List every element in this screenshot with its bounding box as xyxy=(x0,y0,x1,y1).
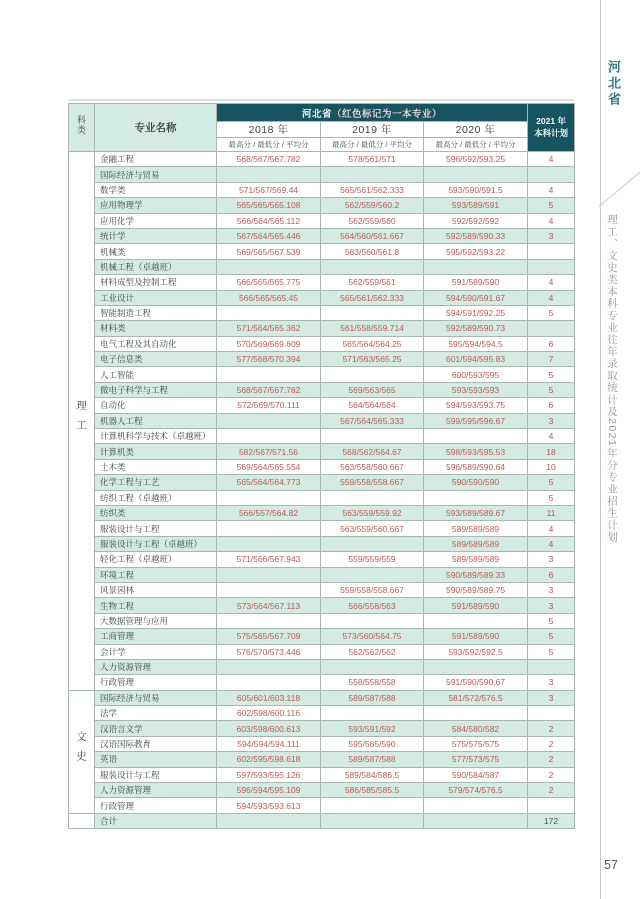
major-name: 会计学 xyxy=(95,644,217,659)
score-2020: 595/594/594.5 xyxy=(424,336,528,351)
score-2019: 565/564/564.25 xyxy=(321,336,424,351)
plan-2021: 4 xyxy=(528,536,575,551)
score-2019: 565/561/562.333 xyxy=(321,290,424,305)
score-2019: 586/585/585.5 xyxy=(321,783,424,798)
table-row xyxy=(69,598,575,613)
category-cell xyxy=(69,690,95,813)
table-row xyxy=(69,213,575,228)
total-plan: 172 xyxy=(528,813,575,828)
score-2018: 575/565/567.709 xyxy=(217,629,321,644)
table-row xyxy=(69,305,575,320)
table-row xyxy=(69,398,575,413)
score-2018: 602/595/598.618 xyxy=(217,752,321,767)
score-2019: 566/558/563 xyxy=(321,598,424,613)
major-name: 数学类 xyxy=(95,182,217,197)
score-2020: 596/592/593.25 xyxy=(424,152,528,167)
table-row xyxy=(69,198,575,213)
score-2019 xyxy=(321,490,424,505)
admission-table xyxy=(68,103,575,829)
score-2019: 562/559/560.2 xyxy=(321,198,424,213)
score-2019: 589/587/588 xyxy=(321,690,424,705)
major-name: 行政管理 xyxy=(95,675,217,690)
major-name: 电气工程及其自动化 xyxy=(95,336,217,351)
table-row xyxy=(69,552,575,567)
table-row xyxy=(69,798,575,813)
plan-2021: 10 xyxy=(528,459,575,474)
table-top-shadow xyxy=(68,99,574,101)
score-2019 xyxy=(321,536,424,551)
score-2018: 569/565/567.539 xyxy=(217,244,321,259)
table-row xyxy=(69,459,575,474)
table-row xyxy=(69,536,575,551)
plan-2021: 2 xyxy=(528,736,575,751)
major-name: 机械类 xyxy=(95,244,217,259)
score-2018: 566/557/564.82 xyxy=(217,505,321,520)
table-row xyxy=(69,244,575,259)
score-2018: 582/567/571.56 xyxy=(217,444,321,459)
score-2020: 591/590/590.67 xyxy=(424,675,528,690)
plan-2021 xyxy=(528,167,575,182)
plan-2021: 18 xyxy=(528,444,575,459)
score-2018 xyxy=(217,613,321,628)
plan-2021: 5 xyxy=(528,613,575,628)
major-name: 风景园林 xyxy=(95,582,217,597)
score-2019 xyxy=(321,798,424,813)
header-major: 专业名称 xyxy=(95,104,217,152)
score-2020: 584/580/582 xyxy=(424,721,528,736)
score-2018: 594/593/593.613 xyxy=(217,798,321,813)
table-row xyxy=(69,429,575,444)
plan-2021: 3 xyxy=(528,598,575,613)
score-2020: 598/593/595.53 xyxy=(424,444,528,459)
table-row xyxy=(69,413,575,428)
plan-2021 xyxy=(528,659,575,674)
plan-2021: 3 xyxy=(528,552,575,567)
major-name: 工业设计 xyxy=(95,290,217,305)
table-header xyxy=(69,104,575,152)
plan-2021: 4 xyxy=(528,275,575,290)
score-2018: 594/594/594.111 xyxy=(217,736,321,751)
score-2019: 562/559/561 xyxy=(321,275,424,290)
score-2019: 563/559/559.92 xyxy=(321,505,424,520)
score-2018: 576/570/573.446 xyxy=(217,644,321,659)
total-row xyxy=(69,813,575,828)
score-2018 xyxy=(217,167,321,182)
score-2019 xyxy=(321,567,424,582)
total-2019 xyxy=(321,813,424,828)
score-2019: 569/563/565 xyxy=(321,382,424,397)
page-number: 57 xyxy=(604,858,618,872)
admission-table-wrapper xyxy=(68,103,574,829)
score-2020: 590/589/589.75 xyxy=(424,582,528,597)
score-2018 xyxy=(217,659,321,674)
score-2020: 577/573/575 xyxy=(424,752,528,767)
plan-2021 xyxy=(528,259,575,274)
score-2020: 589/589/589 xyxy=(424,521,528,536)
score-2020 xyxy=(424,429,528,444)
score-2018: 568/567/567.782 xyxy=(217,382,321,397)
header-plan-2021 xyxy=(528,104,575,152)
score-2019: 559/558/558.667 xyxy=(321,475,424,490)
plan-2021: 2 xyxy=(528,721,575,736)
table-row xyxy=(69,321,575,336)
header-legend-2019: 最高分 / 最低分 / 平均分 xyxy=(321,138,424,152)
score-2020: 591/589/590 xyxy=(424,275,528,290)
sidebar-caption: 理工、文史类本科专业往年录取统计及2021年分专业招生计划 xyxy=(606,214,618,544)
score-2020: 592/589/590.73 xyxy=(424,321,528,336)
banner-note: （红色标记为一本专业） xyxy=(332,108,443,120)
score-2018 xyxy=(217,259,321,274)
major-name: 国际经济与贸易 xyxy=(95,167,217,182)
plan-2021: 5 xyxy=(528,490,575,505)
major-name: 服装设计与工程 xyxy=(95,521,217,536)
score-2018: 569/564/565.554 xyxy=(217,459,321,474)
major-name: 计算机科学与技术（卓越班） xyxy=(95,429,217,444)
score-2019 xyxy=(321,259,424,274)
score-2020: 589/589/589 xyxy=(424,552,528,567)
major-name: 微电子科学与工程 xyxy=(95,382,217,397)
major-name: 人工智能 xyxy=(95,367,217,382)
score-2018 xyxy=(217,429,321,444)
major-name: 法学 xyxy=(95,706,217,721)
table-row xyxy=(69,752,575,767)
major-name: 计算机类 xyxy=(95,444,217,459)
major-name: 行政管理 xyxy=(95,798,217,813)
table-row xyxy=(69,613,575,628)
score-2020: 593/593/593 xyxy=(424,382,528,397)
plan-2021 xyxy=(528,244,575,259)
score-2020 xyxy=(424,167,528,182)
table-row xyxy=(69,736,575,751)
plan-2021: 3 xyxy=(528,582,575,597)
plan-2021 xyxy=(528,706,575,721)
score-2020: 591/589/590 xyxy=(424,598,528,613)
major-name: 汉语国际教育 xyxy=(95,736,217,751)
major-name: 统计学 xyxy=(95,228,217,243)
score-2018: 566/565/565.775 xyxy=(217,275,321,290)
score-2018 xyxy=(217,490,321,505)
score-2019: 571/563/565.25 xyxy=(321,352,424,367)
major-name: 环境工程 xyxy=(95,567,217,582)
score-2019 xyxy=(321,706,424,721)
score-2019 xyxy=(321,659,424,674)
score-2018: 596/594/595.109 xyxy=(217,783,321,798)
score-2020 xyxy=(424,490,528,505)
score-2018 xyxy=(217,567,321,582)
score-2019: 559/559/559 xyxy=(321,552,424,567)
plan-2021: 5 xyxy=(528,382,575,397)
score-2019: 562/562/562 xyxy=(321,644,424,659)
plan-2021: 5 xyxy=(528,198,575,213)
score-2020: 591/589/590 xyxy=(424,629,528,644)
score-2020: 593/589/589.67 xyxy=(424,505,528,520)
score-2019: 578/561/571 xyxy=(321,152,424,167)
plan-2021 xyxy=(528,321,575,336)
table-row xyxy=(69,582,575,597)
score-2019: 559/558/558.667 xyxy=(321,582,424,597)
table-row xyxy=(69,629,575,644)
table-row xyxy=(69,382,575,397)
score-2019: 563/559/560.667 xyxy=(321,521,424,536)
score-2020 xyxy=(424,798,528,813)
plan-2021: 2 xyxy=(528,783,575,798)
score-2019: 558/558/558 xyxy=(321,675,424,690)
score-2018: 602/598/600.116 xyxy=(217,706,321,721)
score-2018: 571/564/565.362 xyxy=(217,321,321,336)
score-2020: 575/575/575 xyxy=(424,736,528,751)
plan-2021: 6 xyxy=(528,336,575,351)
plan-2021: 4 xyxy=(528,152,575,167)
score-2020: 599/595/596.67 xyxy=(424,413,528,428)
score-2020: 590/589/589.33 xyxy=(424,567,528,582)
total-label: 合计 xyxy=(95,813,217,828)
score-2020: 590/590/590 xyxy=(424,475,528,490)
category-label: 文史 xyxy=(75,731,87,771)
score-2019: 561/558/559.714 xyxy=(321,321,424,336)
table-row xyxy=(69,675,575,690)
table-row xyxy=(69,475,575,490)
score-2018: 565/565/565.108 xyxy=(217,198,321,213)
major-name: 自动化 xyxy=(95,398,217,413)
score-2019 xyxy=(321,613,424,628)
major-name: 智能制造工程 xyxy=(95,305,217,320)
table-row xyxy=(69,659,575,674)
total-2020 xyxy=(424,813,528,828)
table-row xyxy=(69,706,575,721)
score-2018 xyxy=(217,675,321,690)
score-2018: 577/568/570.394 xyxy=(217,352,321,367)
province-tab: 河北省 xyxy=(606,60,621,108)
score-2018: 597/593/595.126 xyxy=(217,767,321,782)
score-2020: 581/572/576.5 xyxy=(424,690,528,705)
table-row xyxy=(69,783,575,798)
table-row xyxy=(69,721,575,736)
table-row xyxy=(69,690,575,705)
plan-2021: 3 xyxy=(528,690,575,705)
score-2019: 593/591/592 xyxy=(321,721,424,736)
score-2020: 594/590/591.67 xyxy=(424,290,528,305)
major-name: 应用化学 xyxy=(95,213,217,228)
score-2019: 567/564/565.333 xyxy=(321,413,424,428)
table-row xyxy=(69,767,575,782)
table-row xyxy=(69,259,575,274)
score-2018 xyxy=(217,413,321,428)
plan-2021: 2 xyxy=(528,767,575,782)
header-year-2019: 2019 年 xyxy=(321,122,424,138)
score-2018: 565/564/564.773 xyxy=(217,475,321,490)
score-2020: 579/574/576.5 xyxy=(424,783,528,798)
major-name: 国际经济与贸易 xyxy=(95,690,217,705)
plan-2021: 4 xyxy=(528,213,575,228)
major-name: 服装设计与工程（卓越班） xyxy=(95,536,217,551)
plan-2021: 4 xyxy=(528,182,575,197)
score-2020: 592/592/592 xyxy=(424,213,528,228)
total-2018 xyxy=(217,813,321,828)
plan-2021: 5 xyxy=(528,305,575,320)
major-name: 汉语言文学 xyxy=(95,721,217,736)
score-2018: 571/567/569.44 xyxy=(217,182,321,197)
score-2019: 563/558/560.667 xyxy=(321,459,424,474)
table-row xyxy=(69,228,575,243)
major-name: 英语 xyxy=(95,752,217,767)
table-row xyxy=(69,490,575,505)
table-row xyxy=(69,352,575,367)
total-category-cell xyxy=(69,813,95,828)
score-2020: 589/589/589 xyxy=(424,536,528,551)
score-2019 xyxy=(321,367,424,382)
major-name: 机械工程（卓越班） xyxy=(95,259,217,274)
score-2019: 589/584/586.5 xyxy=(321,767,424,782)
score-2018: 566/565/565.45 xyxy=(217,290,321,305)
score-2020: 594/591/592.25 xyxy=(424,305,528,320)
score-2019 xyxy=(321,429,424,444)
score-2018 xyxy=(217,582,321,597)
score-2019: 564/564/564 xyxy=(321,398,424,413)
score-2020 xyxy=(424,259,528,274)
table-row xyxy=(69,567,575,582)
plan-2021: 5 xyxy=(528,629,575,644)
major-name: 服装设计与工程 xyxy=(95,767,217,782)
table-row xyxy=(69,167,575,182)
table-row xyxy=(69,152,575,167)
plan-2021: 4 xyxy=(528,429,575,444)
score-2020: 593/590/591.5 xyxy=(424,182,528,197)
table-row xyxy=(69,182,575,197)
major-name: 材料类 xyxy=(95,321,217,336)
header-legend-2018: 最高分 / 最低分 / 平均分 xyxy=(217,138,321,152)
major-name: 应用物理学 xyxy=(95,198,217,213)
score-2019: 573/560/564.75 xyxy=(321,629,424,644)
plan-2021: 6 xyxy=(528,398,575,413)
major-name: 轻化工程（卓越班） xyxy=(95,552,217,567)
score-2019 xyxy=(321,167,424,182)
plan-2021: 11 xyxy=(528,505,575,520)
score-2018: 605/601/603.118 xyxy=(217,690,321,705)
table-row xyxy=(69,505,575,520)
score-2018 xyxy=(217,536,321,551)
plan-2021: 3 xyxy=(528,228,575,243)
plan-header-line1: 2021 年 xyxy=(536,116,566,127)
score-2019: 568/562/564.67 xyxy=(321,444,424,459)
score-2020 xyxy=(424,706,528,721)
score-2020: 590/584/587 xyxy=(424,767,528,782)
score-2018: 567/564/565.446 xyxy=(217,228,321,243)
score-2018 xyxy=(217,521,321,536)
score-2020 xyxy=(424,613,528,628)
sidebar-rule xyxy=(600,0,601,899)
score-2020: 594/593/593.75 xyxy=(424,398,528,413)
plan-2021: 3 xyxy=(528,413,575,428)
major-name: 大数据管理与应用 xyxy=(95,613,217,628)
score-2018: 570/569/569.609 xyxy=(217,336,321,351)
major-name: 纺织工程（卓越班） xyxy=(95,490,217,505)
plan-2021: 4 xyxy=(528,521,575,536)
score-2020: 592/589/590.33 xyxy=(424,228,528,243)
plan-2021 xyxy=(528,798,575,813)
header-legend-2020: 最高分 / 最低分 / 平均分 xyxy=(424,138,528,152)
category-label: 理工 xyxy=(75,400,87,440)
score-2019: 562/559/560 xyxy=(321,213,424,228)
score-2020: 593/589/591 xyxy=(424,198,528,213)
score-2018: 568/567/567.782 xyxy=(217,152,321,167)
score-2019: 565/561/562.333 xyxy=(321,182,424,197)
major-name: 电子信息类 xyxy=(95,352,217,367)
header-year-2018: 2018 年 xyxy=(217,122,321,138)
score-2018: 566/564/565.112 xyxy=(217,213,321,228)
table-row xyxy=(69,275,575,290)
banner-title: 河北省 xyxy=(302,108,333,120)
header-category-label: 科类 xyxy=(76,115,86,135)
category-cell xyxy=(69,152,95,691)
table-body xyxy=(69,152,575,829)
score-2019: 563/560/561.8 xyxy=(321,244,424,259)
major-name: 人力资源管理 xyxy=(95,783,217,798)
header-year-2020: 2020 年 xyxy=(424,122,528,138)
score-2018: 571/566/567.943 xyxy=(217,552,321,567)
plan-2021: 5 xyxy=(528,475,575,490)
score-2020: 601/594/595.83 xyxy=(424,352,528,367)
major-name: 金融工程 xyxy=(95,152,217,167)
score-2019: 595/585/590 xyxy=(321,736,424,751)
major-name: 材料成型及控制工程 xyxy=(95,275,217,290)
table-row xyxy=(69,444,575,459)
table-row xyxy=(69,290,575,305)
table-row xyxy=(69,644,575,659)
plan-2021: 2 xyxy=(528,752,575,767)
plan-2021: 6 xyxy=(528,567,575,582)
plan-2021: 5 xyxy=(528,644,575,659)
table-row xyxy=(69,521,575,536)
score-2020: 593/592/592.5 xyxy=(424,644,528,659)
major-name: 化学工程与工艺 xyxy=(95,475,217,490)
score-2019: 589/587/588 xyxy=(321,752,424,767)
sidebar-diagonal-line xyxy=(599,171,640,206)
score-2020: 596/589/590.64 xyxy=(424,459,528,474)
plan-2021: 4 xyxy=(528,290,575,305)
score-2018 xyxy=(217,367,321,382)
score-2020 xyxy=(424,659,528,674)
score-2020: 600/593/595 xyxy=(424,367,528,382)
major-name: 机器人工程 xyxy=(95,413,217,428)
major-name: 土木类 xyxy=(95,459,217,474)
score-2018: 603/598/600.613 xyxy=(217,721,321,736)
score-2018: 573/564/567.113 xyxy=(217,598,321,613)
major-name: 生物工程 xyxy=(95,598,217,613)
table-row xyxy=(69,367,575,382)
score-2018 xyxy=(217,305,321,320)
major-name: 人力资源管理 xyxy=(95,659,217,674)
major-name: 工商管理 xyxy=(95,629,217,644)
plan-2021: 3 xyxy=(528,675,575,690)
plan-2021: 5 xyxy=(528,367,575,382)
score-2019 xyxy=(321,305,424,320)
major-name: 纺织类 xyxy=(95,505,217,520)
table-row xyxy=(69,336,575,351)
plan-header-line2: 本科计划 xyxy=(534,127,569,138)
score-2020: 595/592/593.22 xyxy=(424,244,528,259)
score-2019: 564/560/561.667 xyxy=(321,228,424,243)
header-province-banner xyxy=(217,104,528,122)
score-2018: 572/569/570.111 xyxy=(217,398,321,413)
plan-2021: 7 xyxy=(528,352,575,367)
header-category xyxy=(69,104,95,152)
